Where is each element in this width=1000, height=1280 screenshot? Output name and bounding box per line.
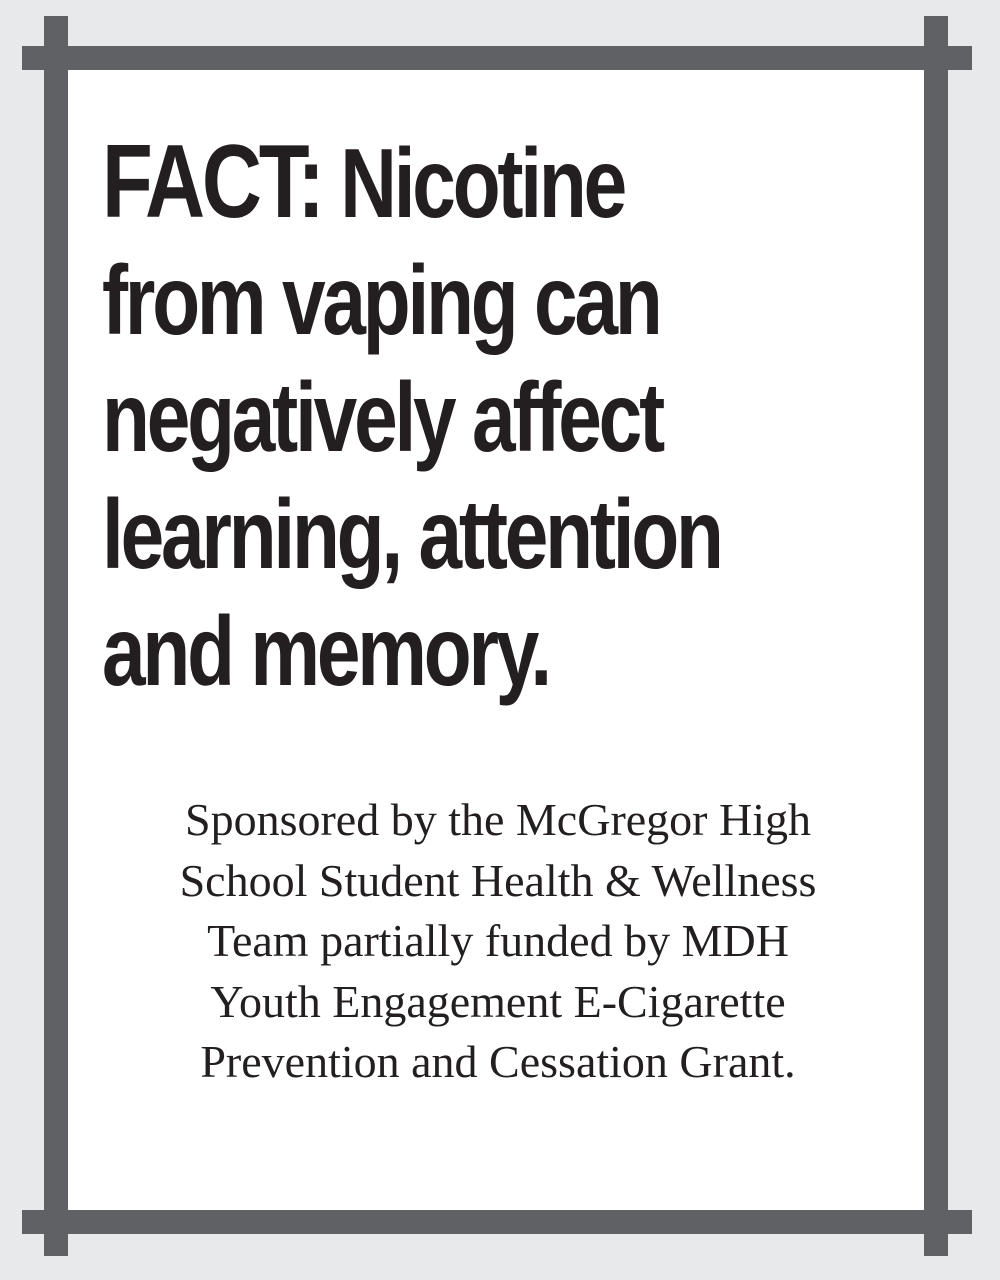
sponsor-line-1: Sponsored by the McGregor High xyxy=(184,794,811,845)
sponsor-line-3: Team partially funded by MDH xyxy=(207,915,789,966)
frame-bar-top xyxy=(22,46,972,70)
sponsor-line-2: School Student Health & Wellness xyxy=(179,854,817,906)
headline-line-4: learning, attention xyxy=(102,479,721,589)
headline-line-1 xyxy=(102,124,742,242)
frame-bar-left xyxy=(44,16,68,1256)
sponsor-line-4: Youth Engagement E-Cigarette xyxy=(210,975,786,1027)
headline-line-3: negatively affect xyxy=(102,362,662,472)
frame-bar-right xyxy=(924,16,948,1256)
sponsor-line-5: Prevention and Cessation Grant. xyxy=(200,1036,796,1087)
fact-label: FACT: xyxy=(102,124,322,240)
fact-headline xyxy=(102,124,742,710)
frame-bar-bottom xyxy=(22,1210,972,1234)
sponsor-statement xyxy=(128,790,868,1093)
headline-line-2: from vaping can xyxy=(102,245,660,355)
headline-line-1-rest: Nicotine xyxy=(340,128,624,238)
headline-line-5: and memory. xyxy=(102,596,549,706)
